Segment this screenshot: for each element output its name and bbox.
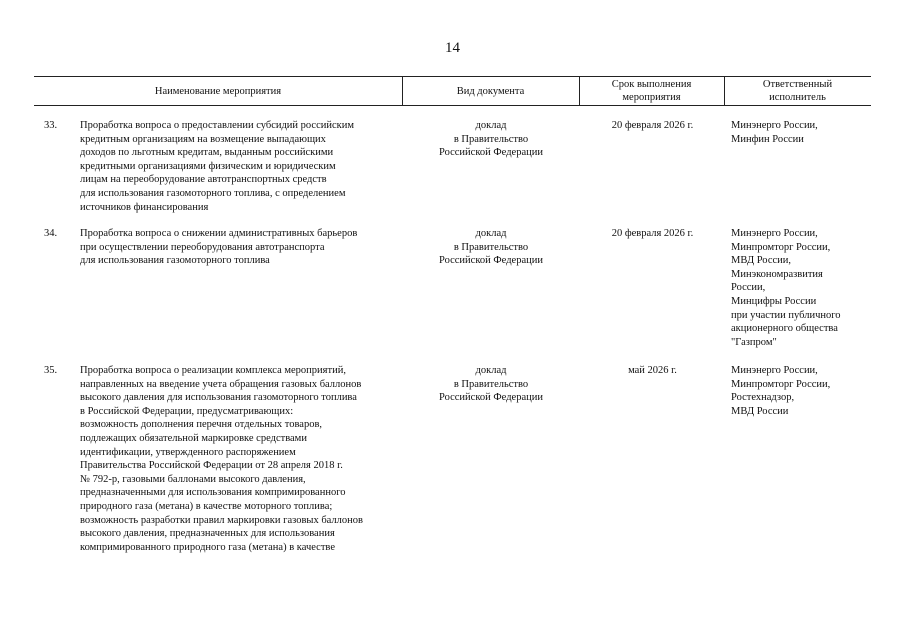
row-number: 34. (44, 228, 58, 239)
row-deadline: май 2026 г. (628, 365, 677, 376)
row-number: 33. (44, 120, 58, 131)
header-document-type: Вид документа (402, 77, 580, 105)
row-measure-name: Проработка вопроса о реализации комплекса мероприятий, направленных на введение учета обращения газовых баллонов высокого давления для использования газомоторного топлива в Российской Федерации, предусматривающих: возможность дополнения перечня отдельных товаров, подлежащих обязательной маркировке средствами идентификации, утвержденного распоряжением Правительства Российской Федерации от 28 апреля 2018 г. № 792-р, газовыми баллонами высокого давления, предназначенными для использования компримированного природного газа (метана) в качестве моторного топлива; возможность разработки правил маркировки газовых баллонов высокого давления, предназначенных для использования компримированного природного газа (метана) в качестве (80, 365, 363, 553)
row-document-type: доклад в Правительство Российской Федерации (439, 365, 543, 404)
header-name: Наименование мероприятия (34, 77, 403, 105)
row-measure-name: Проработка вопроса о снижении административных барьеров при осуществлении переоборудования автотранспорта для использования газомоторного топлива (80, 228, 358, 267)
row-measure-name: Проработка вопроса о предоставлении субсидий российским кредитным организациям на возмещение выпадающих доходов по льготным кредитам, выданным российскими кредитными организациями физическим и юридическим лицам на переоборудование автотранспортных средств для использования газомоторного топлива, с определением источников финансирования (80, 120, 355, 213)
header-responsible: Ответственный исполнитель (762, 79, 833, 103)
row-number: 35. (44, 365, 58, 376)
row-document-type: доклад в Правительство Российской Федерации (439, 228, 543, 267)
table-header (34, 76, 871, 106)
row-deadline: 20 февраля 2026 г. (611, 228, 694, 239)
page-number: 14 (445, 40, 460, 56)
row-deadline: 20 февраля 2026 г. (611, 120, 694, 131)
header-deadline: Срок выполнения мероприятия (579, 77, 725, 105)
row-responsible: Минэнерго России, Минпромторг России, МВД России, Минэкономразвития России, Минцифры России при участии публичного акционерного общества "Газпром" (731, 228, 841, 348)
row-document-type: доклад в Правительство Российской Федерации (439, 120, 543, 159)
row-responsible: Минэнерго России, Минфин России (731, 120, 818, 145)
row-responsible: Минэнерго России, Минпромторг России, Ростехнадзор, МВД России (731, 365, 831, 417)
